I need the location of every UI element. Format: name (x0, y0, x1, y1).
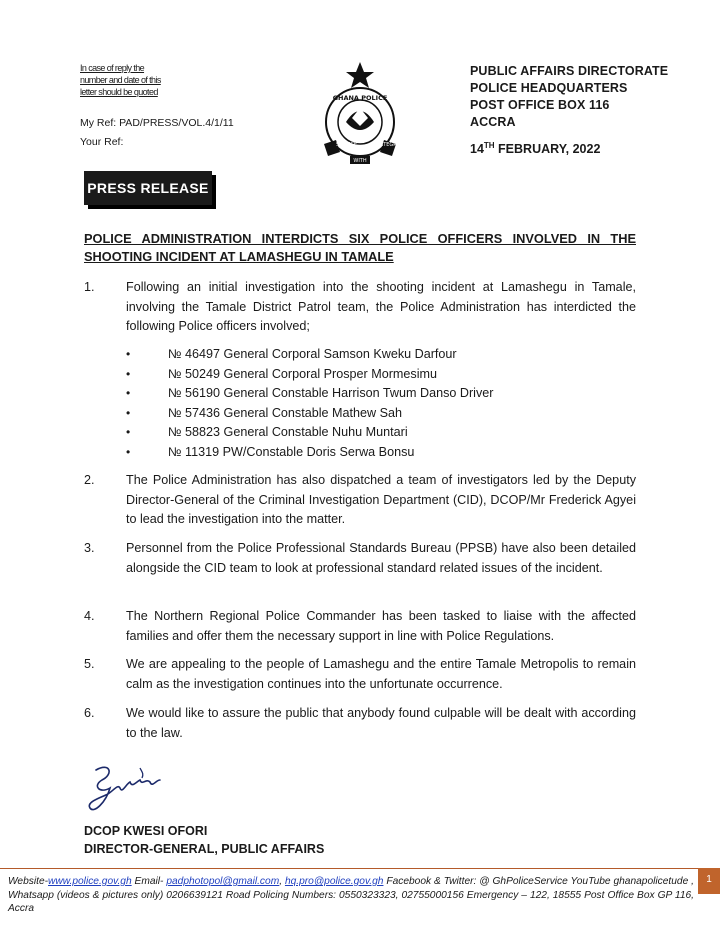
signatory (84, 822, 324, 858)
crest-ring-bottom: WITH (353, 158, 367, 164)
address-line: POLICE HEADQUARTERS (470, 81, 628, 95)
officer-item: • № 57436 General Constable Mathew Sah (126, 404, 606, 424)
signature-icon (80, 758, 170, 818)
email-separator: , (279, 876, 285, 887)
release-date (470, 141, 600, 156)
paragraph-number: 4. (84, 609, 95, 623)
ghana-police-crest-icon (316, 60, 404, 170)
headline: POLICE ADMINISTRATION INTERDICTS SIX POLICE OFFICERS INVOLVED IN THE SHOOTING INCIDENT AT LAMASHEGU IN TAMALE (84, 231, 636, 264)
reply-note-line: In case of reply the (80, 63, 145, 73)
website-link[interactable]: www.police.gov.gh (48, 876, 132, 887)
footer-rule (0, 868, 698, 869)
website-label: Website- (8, 876, 49, 887)
paragraph-4 (84, 607, 636, 647)
paragraph-number: 5. (84, 657, 95, 671)
reply-note (80, 62, 161, 98)
date-rest: FEBRUARY, 2022 (494, 142, 601, 156)
paragraph-3 (84, 539, 636, 599)
contact-details: Facebook & Twitter: @ GhPoliceService YouTube ghanapolicetude , Whatsapp (videos & pictures only) 0206639121 Road Policing Numbers: 0550323323, 02755000156 Emergency – 122, 18555 Post Office Box GP 116, Accra (8, 876, 694, 914)
officer-list (126, 345, 606, 462)
email-link-2[interactable]: hq.pro@police.gov.gh (284, 876, 384, 887)
paragraph-text: We are appealing to the people of Lamashegu and the entire Tamale Metropolis to remain calm as the investigation continues into the unfortunate occurrence. (126, 657, 636, 691)
paragraph-text: The Police Administration has also dispatched a team of investigators led by the Deputy Director-General of the Criminal Investigation Department (CID), DCOP/Mr Frederick Agyei to lead the investigation into the matter. (126, 473, 636, 526)
paragraph-number: 2. (84, 473, 95, 487)
email-link-1[interactable]: padphotopol@gmail.com (166, 876, 280, 887)
officer-item: • № 50249 General Corporal Prosper Mormesimu (126, 365, 606, 385)
page-number: 1 (698, 868, 720, 894)
signatory-title: DIRECTOR-GENERAL, PUBLIC AFFAIRS (84, 842, 325, 856)
press-release-badge: PRESS RELEASE (84, 171, 212, 205)
paragraph-text: Following an initial investigation into the shooting incident at Lamashegu in Tamale, involving the Tamale District Patrol team, the Police Administration has interdicted the following Police officers involved; (126, 280, 636, 333)
reference-block (80, 114, 234, 152)
paragraph-5 (84, 655, 636, 695)
reply-note-line: number and date of this (80, 75, 161, 85)
footer-contact (8, 875, 694, 916)
reply-note-line: letter should be quoted (80, 87, 158, 97)
paragraph-2 (84, 471, 636, 531)
date-suffix: TH (483, 141, 495, 150)
paragraph-text: The Northern Regional Police Commander has been tasked to liaise with the affected families and offer them the necessary support in line with Police Regulations. (126, 609, 636, 643)
address-line: POST OFFICE BOX 116 (470, 98, 610, 112)
paragraph-number: 1. (84, 280, 95, 294)
crest-ring-left: SERVICE (336, 142, 358, 148)
email-label: Email- (131, 876, 167, 887)
officer-item: • № 56190 General Constable Harrison Twum Danso Driver (126, 384, 606, 404)
paragraph-number: 6. (84, 706, 95, 720)
my-ref: My Ref: PAD/PRESS/VOL.4/1/11 (80, 117, 234, 129)
paragraph-6 (84, 704, 636, 744)
directorate-address (470, 63, 668, 131)
paragraph-1 (84, 278, 636, 338)
crest-ring-top: GHANA POLICE (332, 94, 388, 102)
address-line: PUBLIC AFFAIRS DIRECTORATE (470, 64, 669, 78)
signatory-name: DCOP KWESI OFORI (84, 824, 208, 838)
paragraph-text: Personnel from the Police Professional Standards Bureau (PPSB) have also been detailed alongside the CID team to look at professional standard related issues of the incident. (126, 541, 636, 575)
your-ref: Your Ref: (80, 136, 124, 148)
date-day: 14 (470, 142, 484, 156)
officer-item: • № 11319 PW/Constable Doris Serwa Bonsu (126, 443, 606, 463)
officer-item: • № 58823 General Constable Nuhu Muntari (126, 423, 606, 443)
address-line: ACCRA (470, 115, 516, 129)
paragraph-text: We would like to assure the public that anybody found culpable will be dealt with according to the law. (126, 706, 636, 740)
paragraph-number: 3. (84, 541, 95, 555)
officer-item: • № 46497 General Corporal Samson Kweku Darfour (126, 345, 606, 365)
crest-ring-right: INTEGRITY (378, 142, 404, 148)
